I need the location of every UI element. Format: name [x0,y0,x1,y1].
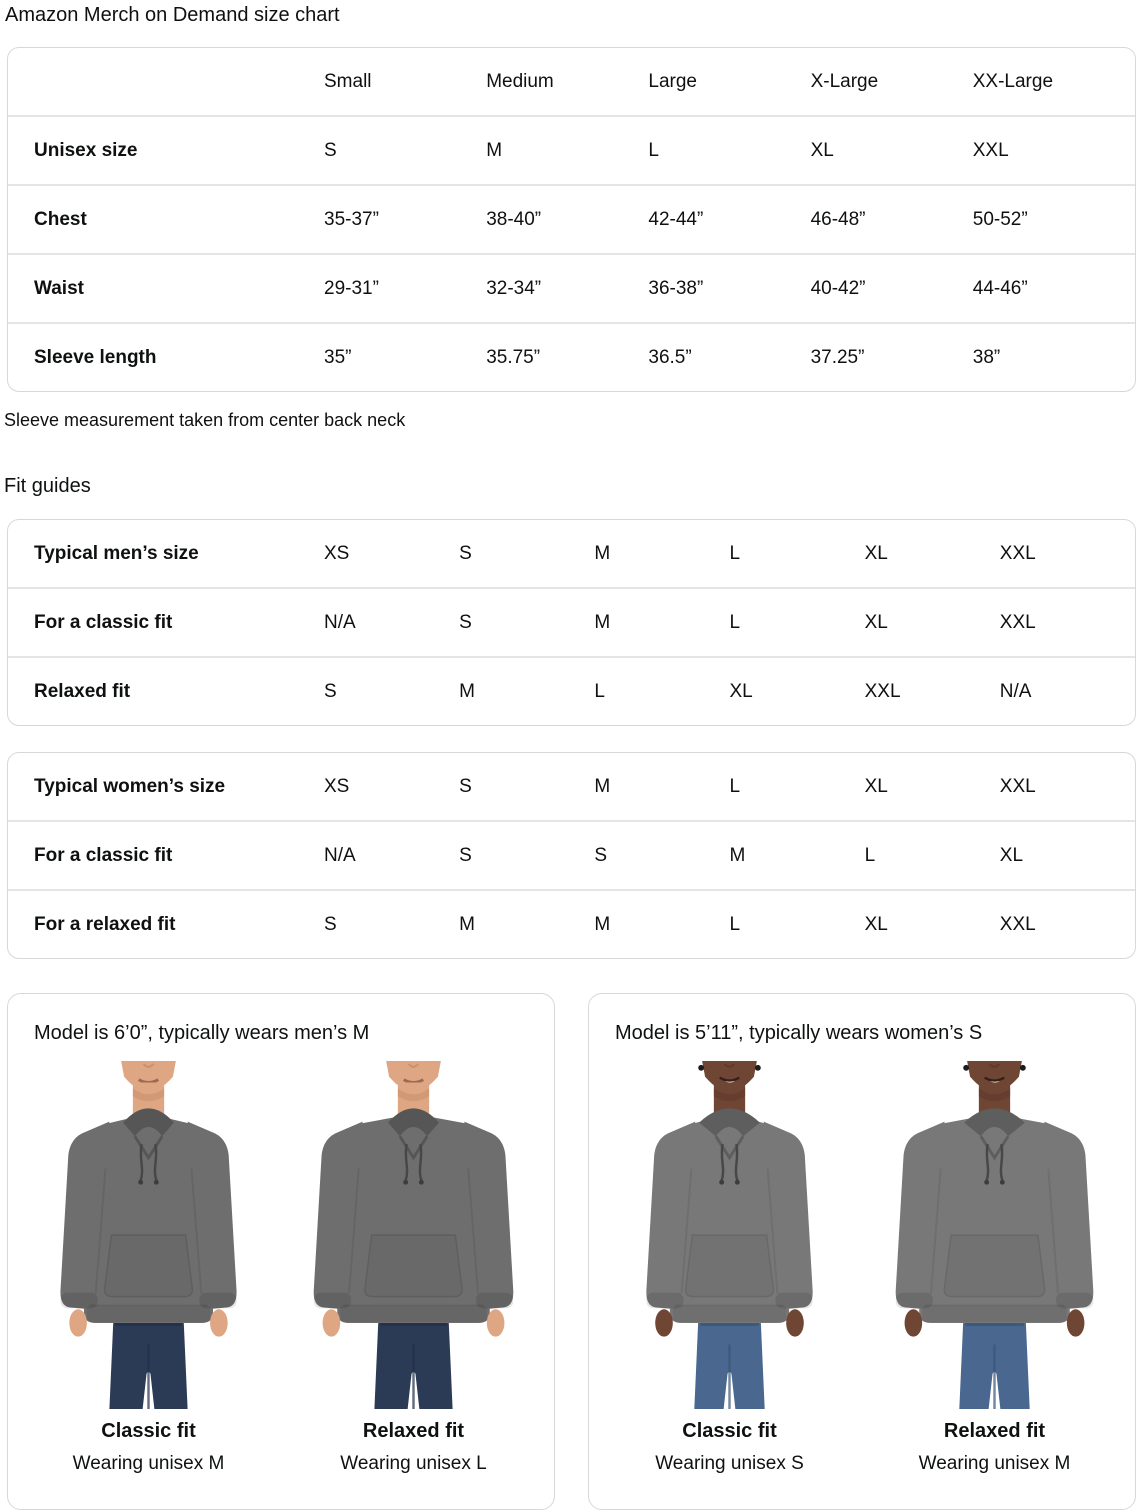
mens-model-panel [7,993,555,1510]
size-cell: L [729,587,864,656]
size-cell: M [729,820,864,889]
row-label: Unisex size [8,115,324,184]
size-cell: S [459,775,472,797]
size-cell: N/A [1000,656,1135,725]
womens-model-panel [588,993,1136,1510]
size-cell: XXL [999,775,1036,797]
size-cell: XL [865,889,1000,958]
row-label: Waist [8,253,324,322]
fit-label: Relaxed fit [362,1420,465,1442]
model-photo-woman-relaxed [876,1061,1113,1409]
size-cell: 37.25” [811,322,973,391]
column-header-large: Large [648,70,697,92]
table-row-typical-mens-size [8,520,1135,587]
size-cell: XXL [1000,587,1135,656]
figure-womens-relaxed [876,1061,1113,1475]
size-cell: 36.5” [648,322,810,391]
table-row-mens-classic-fit [8,587,1135,656]
size-cell: S [459,820,594,889]
size-cell: XS [324,775,350,797]
womens-fit-table [7,752,1136,959]
size-cell: XXL [999,542,1036,564]
row-label: Relaxed fit [8,656,324,725]
size-cell: 46-48” [811,184,973,253]
size-cell: XXL [973,115,1135,184]
size-cell: XXL [1000,889,1135,958]
column-header-x-large: X-Large [810,70,879,92]
figure-womens-classic [611,1061,848,1475]
row-label: For a classic fit [8,820,324,889]
size-cell: 44-46” [973,253,1135,322]
size-cell: N/A [324,587,459,656]
size-cell: 38” [973,322,1135,391]
size-cell: 38-40” [486,184,648,253]
table-row-chest [8,184,1135,253]
sleeve-measurement-note: Sleeve measurement taken from center back neck [4,410,406,430]
size-cell: XS [324,542,350,564]
figure-mens-classic [30,1061,267,1475]
row-label: Chest [8,184,324,253]
page-title: Amazon Merch on Demand size chart [5,4,340,26]
size-cell: XL [864,775,888,797]
column-header-xx-large: XX-Large [972,70,1054,92]
table-row-unisex-size [8,115,1135,184]
fit-label: Classic fit [101,1420,196,1442]
figures-row [8,1061,554,1475]
size-cell: M [486,115,648,184]
size-cell: S [324,889,459,958]
row-label: Sleeve length [8,322,324,391]
model-photo-woman-classic [611,1061,848,1409]
size-cell: S [459,542,472,564]
size-cell: M [594,775,611,797]
size-chart-page [0,3,1143,1510]
size-cell: 42-44” [648,184,810,253]
size-cell: XL [811,115,973,184]
size-cell: 32-34” [486,253,648,322]
size-cell: 40-42” [811,253,973,322]
size-cell: N/A [324,820,459,889]
mens-fit-table [7,519,1136,726]
size-cell: XL [729,656,864,725]
size-cell: L [648,115,810,184]
panel-heading: Model is 6’0”, typically wears men’s M [34,1022,370,1044]
size-cell: 35-37” [324,184,486,253]
size-cell: 50-52” [973,184,1135,253]
fit-guides-heading: Fit guides [4,475,91,497]
fit-label: Relaxed fit [943,1420,1046,1442]
size-cell: 35.75” [486,322,648,391]
model-panels [7,993,1136,1510]
size-cell: M [594,889,729,958]
column-header-medium: Medium [486,70,554,92]
size-cell: L [729,542,741,564]
model-photo-man-classic [30,1061,267,1409]
table-row-waist [8,253,1135,322]
table-row-typical-womens-size [8,753,1135,820]
size-cell: XL [865,587,1000,656]
size-cell: L [729,775,741,797]
row-label: Typical men’s size [34,542,199,564]
table-row-womens-classic-fit [8,820,1135,889]
size-cell: XXL [865,656,1000,725]
size-cell: L [865,820,1000,889]
empty-header-cell [8,48,324,115]
wearing-label: Wearing unisex M [72,1453,225,1474]
figure-mens-relaxed [295,1061,532,1475]
size-cell: S [594,820,729,889]
column-header-small: Small [324,70,372,92]
size-cell: S [459,587,594,656]
panel-heading: Model is 5’11”, typically wears women’s S [615,1022,983,1044]
figures-row [589,1061,1135,1475]
row-label: Typical women’s size [34,775,226,797]
size-chart-table [7,47,1136,392]
size-chart-header-row [8,48,1135,115]
size-cell: 35” [324,322,486,391]
size-cell: M [459,656,594,725]
table-row-womens-relaxed-fit [8,889,1135,958]
size-cell: S [324,115,486,184]
size-cell: 36-38” [648,253,810,322]
size-cell: L [594,656,729,725]
wearing-label: Wearing unisex S [655,1453,804,1474]
model-photo-man-relaxed [295,1061,532,1409]
table-row-sleeve-length [8,322,1135,391]
size-cell: M [594,587,729,656]
wearing-label: Wearing unisex L [340,1453,487,1474]
table-row-mens-relaxed-fit [8,656,1135,725]
size-cell: M [594,542,611,564]
size-cell: L [729,889,864,958]
row-label: For a relaxed fit [8,889,324,958]
size-cell: XL [1000,820,1135,889]
size-cell: S [324,656,459,725]
size-cell: 29-31” [324,253,486,322]
size-cell: XL [864,542,888,564]
fit-label: Classic fit [682,1420,777,1442]
wearing-label: Wearing unisex M [918,1453,1071,1474]
row-label: For a classic fit [8,587,324,656]
size-cell: M [459,889,594,958]
